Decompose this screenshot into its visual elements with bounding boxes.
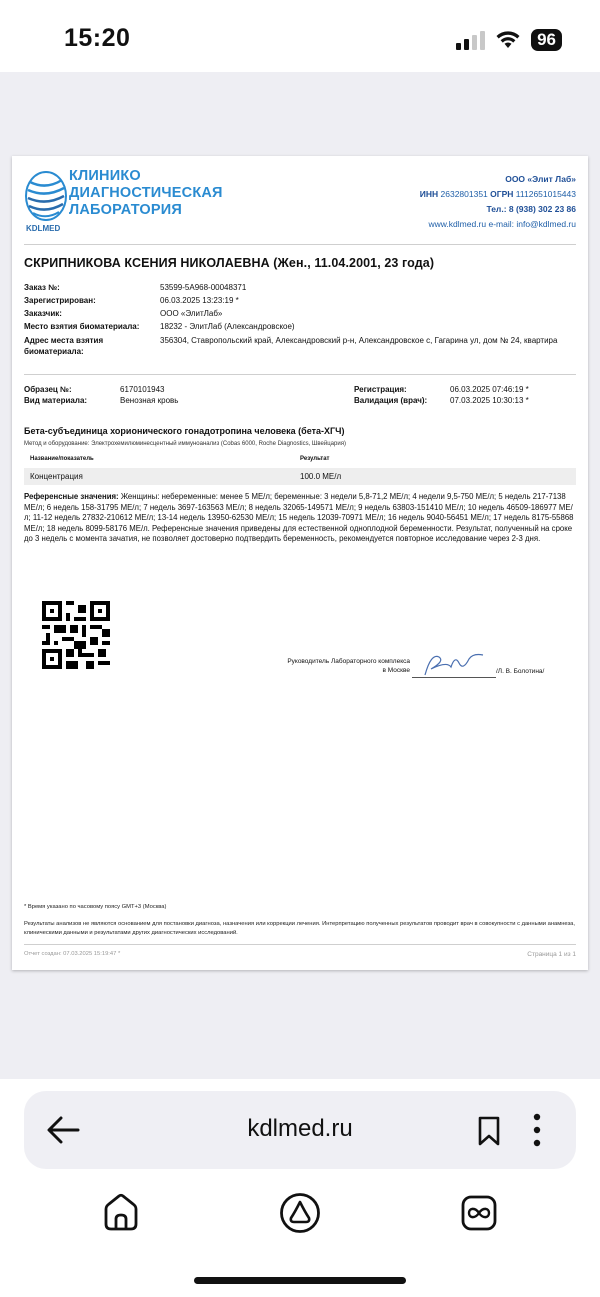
more-options-icon[interactable]	[530, 1113, 544, 1147]
divider	[24, 244, 576, 245]
tabs-icon[interactable]	[460, 1194, 498, 1232]
company-web: www.kdlmed.ru e-mail: info@kdlmed.ru	[428, 219, 576, 229]
qr-code-icon	[42, 601, 110, 669]
status-bar	[0, 0, 600, 72]
disclaimer: Результаты анализов не являются основанием для постановки диагноза, назначения или коррекции лечения. Интерпретацию полученных результатов проводит врач в совокупности с данными анамнеза, клиническими данными и результатами других диагностических исследований.	[24, 921, 576, 936]
report-page: KDLMED КЛИНИКО ДИАГНОСТИЧЕСКАЯ ЛАБОРАТОРИЯ ООО «Элит Лаб» ИНН 2632801351 ОГРН 1112651015443 Тел.: 8 (938) 302 23 86 www.kdlmed.ru e-mail: info@kdlmed.ru СКРИПНИКОВА КСЕНИЯ НИКОЛАЕВНА (Жен., 11.04.2001, 23 года) Заказ №: 53599-5A968-00048371 Зарегистрирован: 06.03.2025 13:23:19 * Заказчик: ООО «ЭлитЛаб» Место взятия биоматериала: 18232 - ЭлитЛаб (Александровское) Адрес места взятия биоматериала: 356304, Ставропольский край, Александровский р-н, Александровское с, Гагарина ул, дом № 24, квартира Образец №: 6170101943 Вид материала: Венозная кровь Регистрация: 06.03.2025 07:46:19 * Валидация (врач): 07.03.2025 10:30:13 * Бета-субъединица хорионического гонадотропина человека (бета-ХГЧ) Метод и оборудование: Электрохемилюминесцентный иммуноанализ (Cobas 6000, Roche Diagnostics, Швейцария) Название/показатель Результат Концентрация 100.0 МЕ/л Референсные значения: Женщины: небеременные: менее 5 МЕ/л; беременные: 3 недели 5,8-71,2 МЕ/л; 4 недели 9,5-750 МЕ/л; 5 недель 217-7138 МЕ/л; 6 недель 158-31795 МЕ/л; 7 недель 3697-163563 МЕ/л; 8 недель 32065-149571 МЕ/л; 9 недель 63803-151410 МЕ/л; 10 недель 46509-186977 МЕ/л; 11-12 недель 27832-210612 МЕ/л; 13-14 недель 13950-62530 МЕ/л; 15 недель 12039-70971 МЕ/л; 16 недель 9040-56451 МЕ/л; 17 недель 8175-55868 МЕ/л; 18 недель 8099-58176 МЕ/л. Референсные значения приведены для естественной одноплодной беременности. Результат, полученный на сроке до 3 недель с момента зачатия, не позволяет достоверно подтвердить беременность, рекомендуется повторное исследование через 2-3 дня. Руководитель Лабораторного комплекса в Москве /Л. В. Болотина/ * Время указано по часовому поясу GMT+3 (Москва) Результаты анализов не являются основанием для постановки диагноза, назначения или коррекции лечения. Интерпретацию полученных результатов проводит врач в совокупности с данными анамнеза, клиническими данными и результатами других диагностических исследований. Отчет создан: 07.03.2025 15:19:47 * Страница 1 из 1	[12, 156, 588, 970]
signature-name: /Л. В. Болотина/	[496, 668, 545, 675]
company-name: ООО «Элит Лаб»	[505, 174, 576, 184]
test-title: Бета-субъединица хорионического гонадотропина человека (бета-ХГЧ)	[24, 426, 345, 436]
home-icon[interactable]	[102, 1192, 140, 1232]
company-ogrn: 1112651015443	[515, 189, 576, 199]
signature-line	[412, 677, 496, 678]
address-bar[interactable]	[24, 1091, 576, 1169]
report-created: Отчет создан: 07.03.2025 15:19:47 *	[24, 951, 121, 957]
results-table-header: Название/показатель Результат	[30, 456, 330, 462]
home-indicator[interactable]	[194, 1277, 406, 1284]
battery-icon: 96	[531, 29, 562, 51]
result-value: 100.0 МЕ/л	[300, 472, 342, 481]
bookmark-icon[interactable]	[476, 1115, 502, 1147]
company-info: ООО «Элит Лаб» ИНН 2632801351 ОГРН 1112651015443 Тел.: 8 (938) 302 23 86 www.kdlmed.ru e-mail: info@kdlmed.ru	[420, 172, 576, 232]
wifi-icon	[495, 30, 521, 50]
test-method: Метод и оборудование: Электрохемилюминесцентный иммуноанализ (Cobas 6000, Roche Diagnostics, Швейцария)	[24, 441, 346, 447]
signature-icon	[417, 649, 487, 679]
divider	[24, 944, 576, 945]
divider	[24, 374, 576, 375]
browser-toolbar	[0, 1079, 600, 1297]
lab-logo-icon	[24, 168, 68, 224]
patient-name: СКРИПНИКОВА КСЕНИЯ НИКОЛАЕВНА (Жен., 11.04.2001, 23 года)	[24, 256, 435, 270]
company-phone: Тел.: 8 (938) 302 23 86	[486, 204, 576, 214]
url-text[interactable]: kdlmed.ru	[247, 1115, 353, 1142]
status-icons	[456, 26, 562, 54]
status-time: 15:20	[64, 24, 131, 52]
table-row: Концентрация 100.0 МЕ/л	[24, 468, 576, 485]
company-inn: 2632801351	[440, 189, 488, 199]
cellular-signal-icon	[456, 30, 485, 50]
lab-name: КЛИНИКО ДИАГНОСТИЧЕСКАЯ ЛАБОРАТОРИЯ	[69, 168, 223, 218]
page-number: Страница 1 из 1	[527, 951, 576, 958]
timezone-footnote: * Время указано по часовому поясу GMT+3 (Москва)	[24, 904, 167, 910]
logo-caption: KDLMED	[26, 224, 61, 233]
signature-title: Руководитель Лабораторного комплекса в Москве	[287, 658, 410, 674]
reference-values: Референсные значения: Женщины: небеременные: менее 5 МЕ/л; беременные: 3 недели 5,8-71,2 МЕ/л; 4 недели 9,5-750 МЕ/л; 5 недель 217-7138 МЕ/л; 6 недель 158-31795 МЕ/л; 7 недель 3697-163563 МЕ/л; 8 недель 32065-149571 МЕ/л; 9 недель 63803-151410 МЕ/л; 10 недель 46509-186977 МЕ/л; 11-12 недель 27832-210612 МЕ/л; 13-14 недель 13950-62530 МЕ/л; 15 недель 12039-70971 МЕ/л; 16 недель 9040-56451 МЕ/л; 17 недель 8175-55868 МЕ/л; 18 недель 8099-58176 МЕ/л. Референсные значения приведены для естественной одноплодной беременности. Результат, полученный на сроке до 3 недель с момента зачатия, не позволяет достоверно подтвердить беременность, рекомендуется повторное исследование через 2-3 дня.	[24, 492, 574, 543]
assistant-icon[interactable]	[279, 1192, 321, 1234]
